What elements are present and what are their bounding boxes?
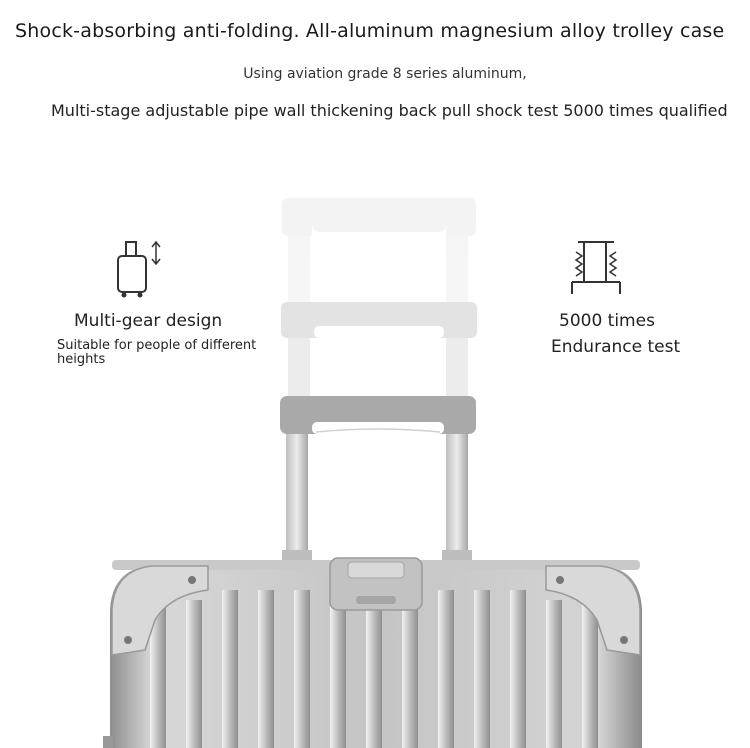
handle-position-middle bbox=[281, 302, 477, 400]
spring-compression-icon bbox=[566, 238, 626, 298]
subtitle-features: Multi-stage adjustable pipe wall thickening back pull shock test 5000 times qualified bbox=[51, 101, 728, 120]
multi-gear-description: Suitable for people of different heights bbox=[57, 338, 257, 367]
handle-position-low bbox=[280, 396, 476, 434]
endurance-count: 5000 times bbox=[559, 311, 655, 331]
multi-gear-title: Multi-gear design bbox=[74, 311, 223, 331]
endurance-label: Endurance test bbox=[551, 337, 681, 357]
subtitle-material: Using aviation grade 8 series aluminum, bbox=[243, 66, 527, 82]
luggage-height-icon bbox=[112, 238, 164, 300]
page-title: Shock-absorbing anti-folding. All-aluminum magnesium alloy trolley case bbox=[15, 20, 725, 42]
handle-position-top bbox=[282, 198, 476, 306]
